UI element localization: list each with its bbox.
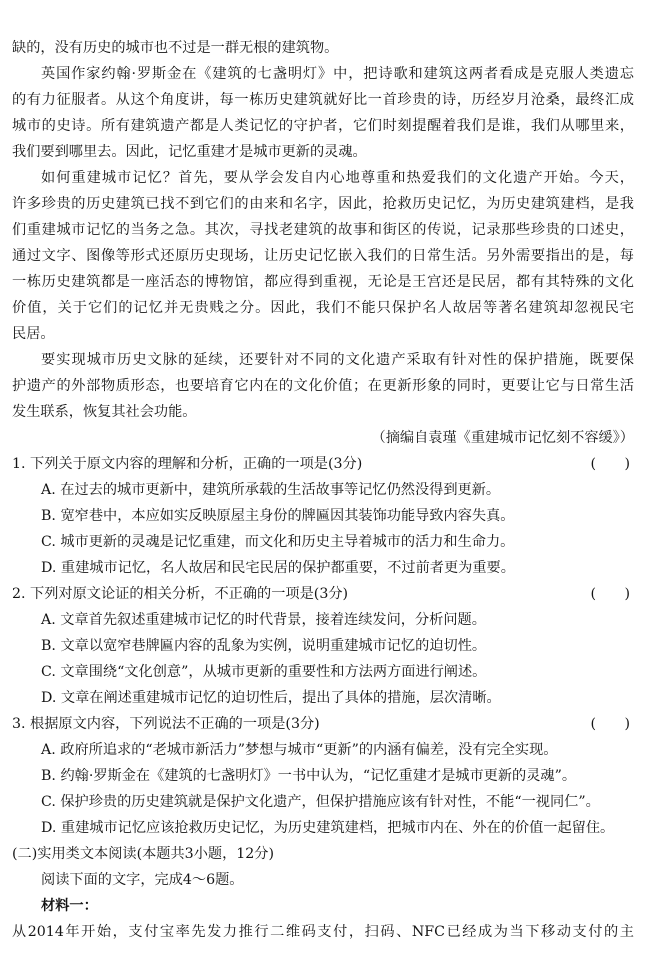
answer-blank[interactable]: ( ) [590,716,630,732]
option-a: A. 在过去的城市更新中，建筑所承载的生活故事等记忆仍然没得到更新。 [41,482,501,498]
paragraph-line: 城市的史诗。所有建筑遗产都是人类记忆的守护者，它们时刻提醒着我们是谁，我们从哪里来， [12,118,634,134]
option-a: A. 文章首先叙述重建城市记忆的时代背景，接着连续发问，分析问题。 [41,612,486,628]
paragraph-line: 我们要到哪里去。因此，记忆重建才是城市更新的灵魂。 [12,144,367,160]
question-2 [12,584,634,604]
question-stem: 2. 下列对原文论证的相关分析，不正确的一项是(3分) [12,586,349,602]
option-c: C. 城市更新的灵魂是记忆重建，而文化和历史主导着城市的活力和生命力。 [41,534,515,550]
paragraph-line: 要实现城市历史文脉的延续，还要针对不同的文化遗产采取有针对性的保护措施，既要保 [41,352,634,368]
option-b: B. 文章以宽窄巷牌匾内容的乱象为实例，说明重建城市记忆的迫切性。 [41,638,487,654]
paragraph-line: 一栋历史建筑都是一座活态的博物馆，都应得到重视，无论是王宫还是民居，都有其特殊的文化 [12,274,634,290]
paragraph-line: 护遗产的外部物质形态，也要培育它内在的文化价值；在更新形象的同时，更要让它与日常生活 [12,378,634,394]
option-d: D. 重建城市记忆，名人故居和民宅民居的保护都重要，不过前者更为重要。 [41,560,515,576]
option-b: B. 约翰·罗斯金在《建筑的七盏明灯》一书中认为，“记忆重建才是城市更新的灵魂”。 [41,768,577,784]
paragraph-line: 价值，关于它们的记忆并无贵贱之分。因此，我们不能只保护名人故居等著名建筑却忽视民宅 [12,300,634,316]
option-a: A. 政府所追求的“老城市新活力”梦想与城市“更新”的内涵有偏差，没有完全实现。 [41,742,558,758]
question-stem: 1. 下列关于原文内容的理解和分析，正确的一项是(3分) [12,456,363,472]
paragraph-line: 们重建城市记忆的当务之急。其次，寻找老建筑的故事和街区的传说，记录那些珍贵的口述史， [12,222,634,238]
paragraph-line: 通过文字、图像等形式还原历史现场，让历史记忆嵌入我们的日常生活。另外需要指出的是，每 [12,248,634,264]
section-title: (二)实用类文本阅读(本题共3小题，12分) [12,846,275,862]
option-c: C. 保护珍贵的历史建筑就是保护文化遗产，但保护措施应该有针对性，不能“一视同仁”。 [41,794,600,810]
option-c: C. 文章围绕“文化创意”，从城市更新的重要性和方法两方面进行阐述。 [41,664,487,680]
paragraph-line: 的有力征服者。从这个角度讲，每一栋历史建筑就好比一首珍贵的诗，历经岁月沧桑，最终汇成 [12,92,634,108]
question-stem: 3. 根据原文内容，下列说法不正确的一项是(3分) [12,716,320,732]
paragraph-line: 许多珍贵的历史建筑已找不到它们的由来和名字，因此，抢救历史记忆，为历史建筑建档，是我 [12,196,634,212]
material-label: 材料一： [41,898,98,914]
answer-blank[interactable]: ( ) [590,586,630,602]
paragraph-line: 缺的，没有历史的城市也不过是一群无根的建筑物。 [12,40,339,56]
source-citation: （摘编自袁瑾《重建城市记忆刻不容缓》） [371,430,634,446]
question-3 [12,714,634,734]
paragraph-line: 发生联系，恢复其社会功能。 [12,404,197,420]
option-d: D. 文章在阐述重建城市记忆的迫切性后，提出了具体的措施，层次清晰。 [41,690,501,706]
paragraph-line: 英国作家约翰·罗斯金在《建筑的七盏明灯》中，把诗歌和建筑这两者看成是克服人类遗忘 [41,66,634,82]
section-instruction: 阅读下面的文字，完成4～6题。 [41,872,244,888]
option-d: D. 重建城市记忆应该抢救历史记忆，为历史建筑建档，把城市内在、外在的价值一起留住。 [41,820,615,836]
paragraph-line: 如何重建城市记忆？首先，要从学会发自内心地尊重和热爱我们的文化遗产开始。今天， [41,170,634,186]
option-b: B. 宽窄巷中，本应如实反映原屋主身份的牌匾因其装饰功能导致内容失真。 [41,508,515,524]
answer-blank[interactable]: ( ) [590,456,630,472]
question-1 [12,454,634,474]
material-first-line: 从2014年开始，支付宝率先发力推行二维码支付，扫码、NFC已经成为当下移动支付的主 [12,924,634,940]
paragraph-line: 民居。 [12,326,55,342]
